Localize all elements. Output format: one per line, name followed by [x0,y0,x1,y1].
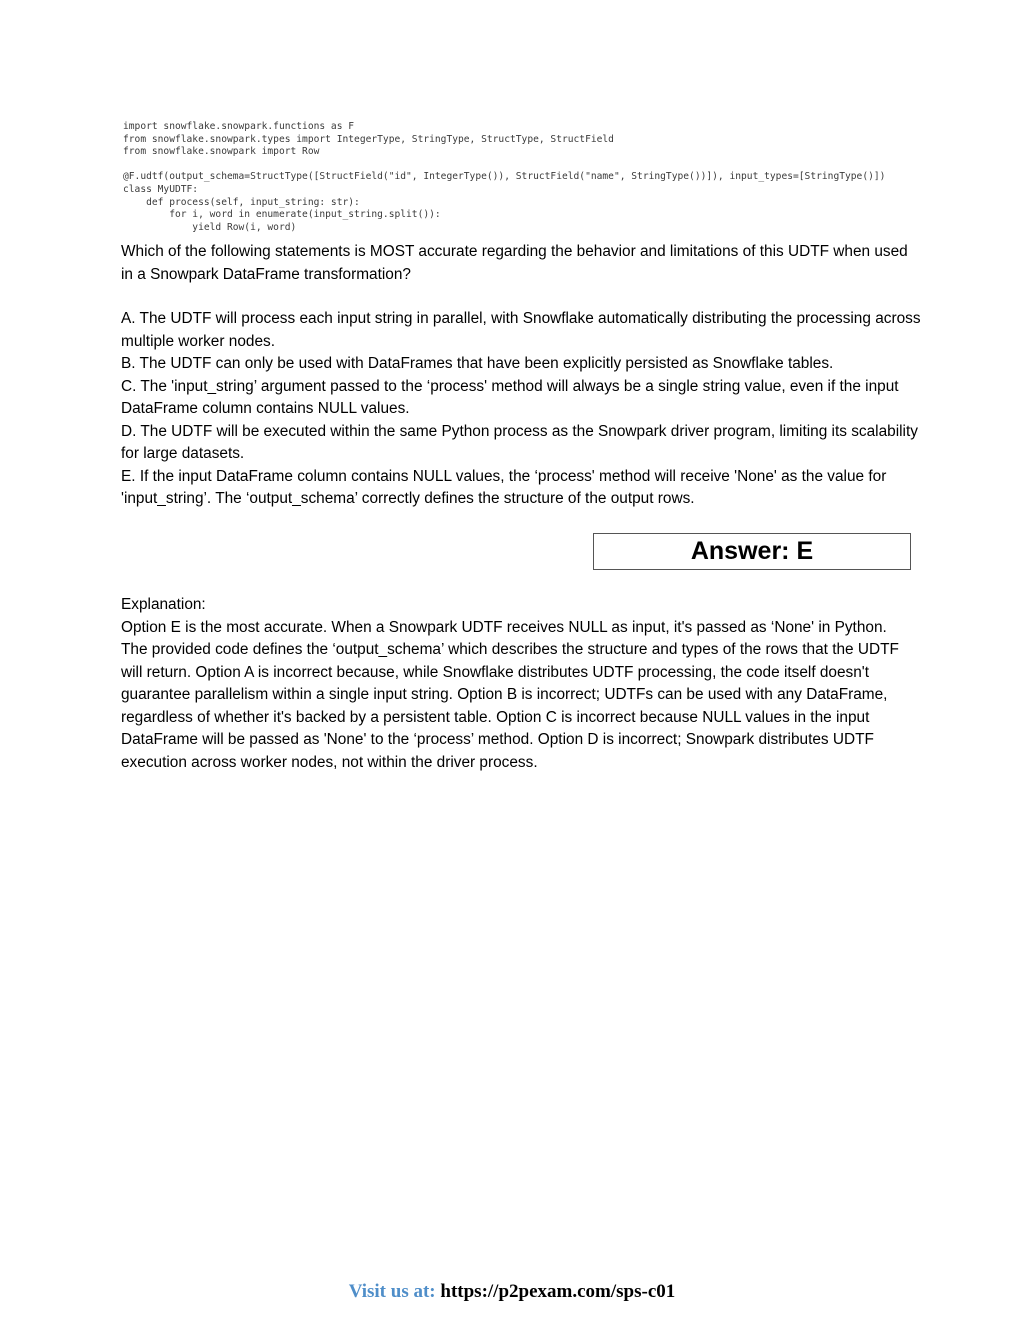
code-line: import snowflake.snowpark.functions as F [123,121,355,132]
code-line: yield Row(i, word) [123,221,297,233]
question [121,241,921,286]
footer [0,1281,1024,1303]
code-line: from snowflake.snowpark import Row [123,146,320,158]
code-line: @F.udtf(output_schema=StructType([StructField("id", IntegerType()), StructField("name", StringType())]), input_types=[StringType()]) [123,171,886,183]
footer-label: Visit us at: [348,1281,441,1302]
code-line: for i, word in enumerate(input_string.split()): [123,209,441,221]
code-snippet [123,121,885,234]
question-text: Which of the following statements is MOST accurate regarding the behavior and limitations of this UDTF when used in a Snowpark DataFrame transformation? [121,243,908,283]
answer-label: Answer: E [690,537,814,565]
code-line [123,159,885,172]
code-line: class MyUDTF: [123,183,199,195]
option-b: B. The UDTF can only be used with DataFrames that have been explicitly persisted as Snowflake tables. [121,355,834,372]
answer-options [121,308,921,511]
option-d: D. The UDTF will be executed within the same Python process as the Snowpark driver program, limiting its scalability for large datasets. [121,422,918,462]
code-line: from snowflake.snowpark.types import IntegerType, StringType, StructType, StructField [123,133,614,145]
option-a: A. The UDTF will process each input string in parallel, with Snowflake automatically distributing the processing across multiple worker nodes. [121,310,921,350]
footer-link[interactable]: https://p2pexam.com/sps-c01 [440,1281,676,1302]
explanation-text: Option E is the most accurate. When a Snowpark UDTF receives NULL as input, it's passed as ‘None' in Python. The provided code defines the ‘output_schema’ which describes the structure and types of the rows that the UDTF will return. Option A is incorrect because, while Snowflake distributes UDTF processing, the code itself doesn't guarantee parallelism within a single input string. Option B is incorrect; UDTFs can be used with any DataFrame, regardless of whether it's backed by a persistent table. Option C is incorrect because NULL values in the input DataFrame will be passed as 'None' to the ‘process’ method. Option D is incorrect; Snowpark distributes UDTF execution across worker nodes, not within the driver process. [121,618,899,771]
option-c: C. The 'input_string’ argument passed to the ‘process' method will always be a single string value, even if the input DataFrame column contains NULL values. [121,377,899,417]
code-line: def process(self, input_string: str): [123,196,360,208]
explanation [121,594,911,774]
answer-box [593,533,911,570]
option-e: E. If the input DataFrame column contains NULL values, the ‘process' method will receive 'None' as the value for 'input_string’. The ‘output_schema’ correctly defines the structure of the output rows. [121,467,887,507]
explanation-heading: Explanation: [121,596,206,613]
